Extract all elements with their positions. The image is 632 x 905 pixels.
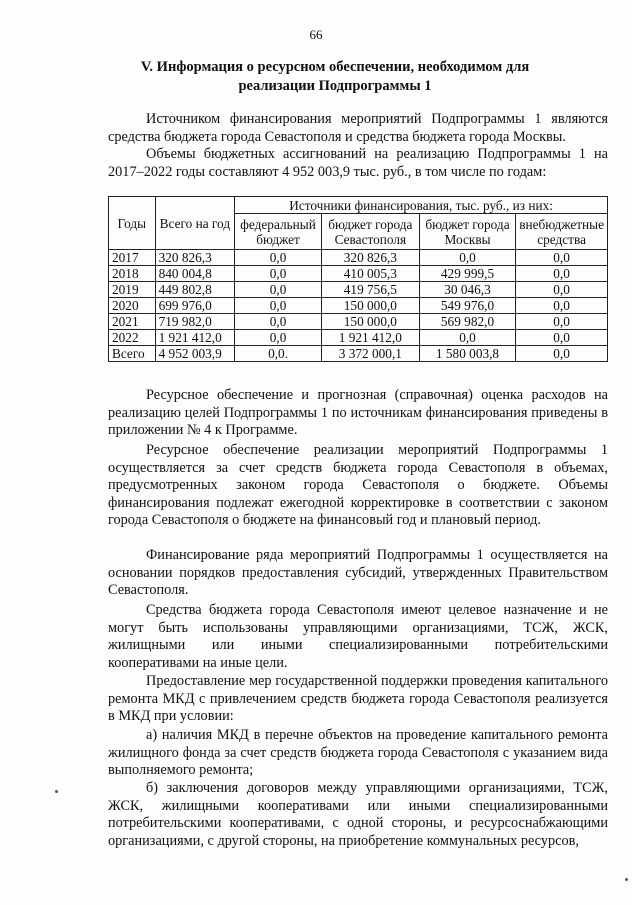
cell-sevastopol: 150 000,0 [321, 314, 419, 330]
header-source-moscow: бюджет города Москвы [419, 214, 515, 250]
header-years: Годы [109, 197, 156, 250]
cell-sevastopol: 410 005,3 [321, 266, 419, 282]
cell-federal: 0,0 [235, 282, 322, 298]
cell-federal: 0,0. [235, 346, 322, 362]
table-row [109, 298, 608, 314]
cell-offbudget: 0,0 [516, 266, 608, 282]
header-source-offbudget: внебюджетные средства [516, 214, 608, 250]
cell-federal: 0,0 [235, 250, 322, 266]
table-row [109, 314, 608, 330]
cell-year: 2019 [109, 282, 156, 298]
cell-moscow: 569 982,0 [419, 314, 515, 330]
scan-speck [55, 790, 58, 793]
body-paragraph-2: Ресурсное обеспечение реализации мероприятий Подпрограммы 1 осуществляется за счет средств бюджета города Севастополя в объемах, предусмотренных законом города Севастополя о бюджете. Объемы финансирования подлежат ежегодной корректировке в соответствии с законом города Севастополя о бюджете на финансовый год и плановый период. [108, 442, 608, 529]
cell-year: 2017 [109, 250, 156, 266]
body-paragraph-5: Предоставление мер государственной поддержки проведения капитального ремонта МКД с привлечением средств бюджета города Севастополя реализуется в МКД при условии: [108, 673, 608, 725]
cell-year: Всего [109, 346, 156, 362]
section-heading-line-1: V. Информация о ресурсном обеспечении, необходимом для [140, 59, 530, 75]
body-paragraph-3: Финансирование ряда мероприятий Подпрограммы 1 осуществляется на основании порядков предоставления субсидий, утвержденных Правительством Севастополя. [108, 547, 608, 599]
cell-year: 2020 [109, 298, 156, 314]
section-heading [130, 58, 540, 96]
cell-offbudget: 0,0 [516, 346, 608, 362]
page-number: 66 [309, 27, 323, 42]
cell-offbudget: 0,0 [516, 314, 608, 330]
cell-year: 2021 [109, 314, 156, 330]
cell-year: 2018 [109, 266, 156, 282]
cell-total: 449 802,8 [155, 282, 235, 298]
body-paragraph-7: б) заключения договоров между управляющими организациями, ТСЖ, ЖСК, жилищными кооперативами или иными специализированными потребительскими кооперативами, с одной стороны, и ресурсоснабжающими организациями, с другой стороны, на приобретение коммунальных ресурсов, [108, 780, 608, 849]
cell-moscow: 0,0 [419, 330, 515, 346]
table-row [109, 330, 608, 346]
table-row-total [109, 346, 608, 362]
cell-moscow: 30 046,3 [419, 282, 515, 298]
cell-total: 4 952 003,9 [155, 346, 235, 362]
section-heading-line-2: реализации Подпрограммы 1 [238, 78, 432, 94]
cell-sevastopol: 150 000,0 [321, 298, 419, 314]
cell-sevastopol: 320 826,3 [321, 250, 419, 266]
cell-total: 840 004,8 [155, 266, 235, 282]
scan-speck [625, 878, 628, 881]
cell-federal: 0,0 [235, 314, 322, 330]
cell-federal: 0,0 [235, 266, 322, 282]
cell-moscow: 429 999,5 [419, 266, 515, 282]
intro-paragraph-2: Объемы бюджетных ассигнований на реализацию Подпрограммы 1 на 2017–2022 годы составляют 4 952 003,9 тыс. руб., в том числе по годам: [108, 146, 608, 180]
cell-sevastopol: 1 921 412,0 [321, 330, 419, 346]
cell-year: 2022 [109, 330, 156, 346]
cell-offbudget: 0,0 [516, 250, 608, 266]
cell-total: 719 982,0 [155, 314, 235, 330]
header-source-sevastopol: бюджет города Севастополя [321, 214, 419, 250]
intro-paragraph-1: Источником финансирования мероприятий Подпрограммы 1 являются средства бюджета города Севастополя и средства бюджета города Москвы. [108, 111, 608, 145]
cell-federal: 0,0 [235, 298, 322, 314]
body-paragraph-6: а) наличия МКД в перечне объектов на проведение капитального ремонта жилищного фонда за счет средств бюджета города Севастополя с указанием вида выполняемого ремонта; [108, 727, 608, 779]
cell-total: 320 826,3 [155, 250, 235, 266]
cell-sevastopol: 3 372 000,1 [321, 346, 419, 362]
cell-moscow: 549 976,0 [419, 298, 515, 314]
cell-federal: 0,0 [235, 330, 322, 346]
cell-total: 699 976,0 [155, 298, 235, 314]
financing-table [108, 196, 608, 362]
header-sources: Источники финансирования, тыс. руб., из них: [235, 197, 608, 214]
table-row [109, 250, 608, 266]
cell-total: 1 921 412,0 [155, 330, 235, 346]
header-total: Всего на год [155, 197, 235, 250]
table-row [109, 266, 608, 282]
table-row [109, 282, 608, 298]
cell-offbudget: 0,0 [516, 330, 608, 346]
body-paragraph-1: Ресурсное обеспечение и прогнозная (справочная) оценка расходов на реализацию целей Подпрограммы 1 по источникам финансирования приведены в приложении № 4 к Программе. [108, 387, 608, 439]
cell-moscow: 0,0 [419, 250, 515, 266]
header-source-federal: федеральный бюджет [235, 214, 322, 250]
cell-sevastopol: 419 756,5 [321, 282, 419, 298]
cell-offbudget: 0,0 [516, 298, 608, 314]
cell-offbudget: 0,0 [516, 282, 608, 298]
cell-moscow: 1 580 003,8 [419, 346, 515, 362]
body-paragraph-4: Средства бюджета города Севастополя имеют целевое назначение и не могут быть использованы управляющими организациями, ТСЖ, ЖСК, жилищными или иными специализированными потребительскими кооперативами на иные цели. [108, 602, 608, 671]
